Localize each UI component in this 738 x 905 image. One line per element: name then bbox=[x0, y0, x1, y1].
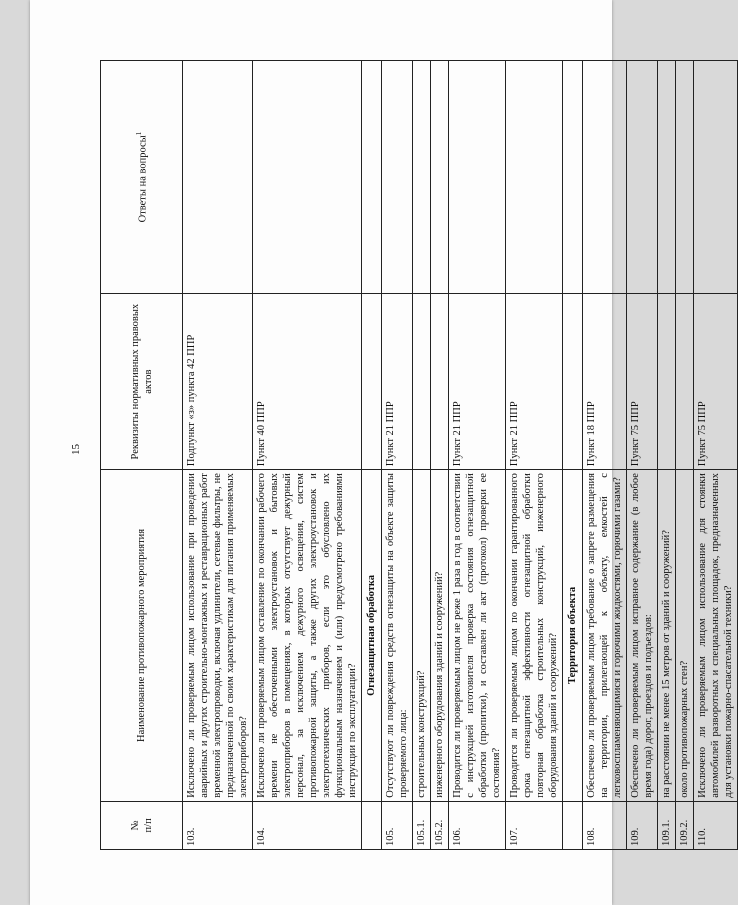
item-number: 109.1. bbox=[658, 801, 676, 849]
answer-cell[interactable] bbox=[506, 61, 563, 294]
rotated-content bbox=[70, 60, 734, 850]
answer-cell[interactable] bbox=[183, 61, 253, 294]
item-text: Проводится ли проверяемым лицом по окончании гарантированного срока огнезащитной эффективности огнезащитной обработки повторная обработка строительных конструкций, инженерного оборудования зданий и сооружений? bbox=[506, 470, 563, 802]
item-text: инженерного оборудования зданий и сооружений? bbox=[431, 470, 449, 802]
item-text: Проводится ли проверяемым лицом не реже 1 раза в год в соответствии с инструкцией изготовителя проверка состояния огнезащитной обработки (пропитки), и составлен ли акт (протокол) проверки ее состояния? bbox=[449, 470, 506, 802]
table-row bbox=[627, 61, 658, 850]
item-number: 106. bbox=[449, 801, 506, 849]
header-answer-label: Ответы на вопросы bbox=[137, 135, 149, 223]
item-text: около противопожарных стен? bbox=[676, 470, 694, 802]
section-ref-cell bbox=[563, 294, 583, 470]
item-number: 103. bbox=[183, 801, 253, 849]
table-row bbox=[583, 61, 627, 850]
item-number: 105.2. bbox=[431, 801, 449, 849]
table-row bbox=[431, 61, 449, 850]
table-row bbox=[694, 61, 738, 850]
footnote-marker: 1 bbox=[135, 131, 144, 136]
section-row bbox=[362, 61, 382, 850]
item-number: 107. bbox=[506, 801, 563, 849]
item-text: Отсутствуют ли повреждения средств огнезащиты на объекте защиты проверяемого лица: bbox=[382, 470, 413, 802]
item-text: Исключено ли проверяемым лицом использование при проведении аварийных и других строительно-монтажных и реставрационных работ временной электропроводки, включая удлинители, сетевые фильтры, не предназначенной по своим характеристикам для питания применяемых электроприборов? bbox=[183, 470, 253, 802]
header-num-label: № п/п bbox=[129, 818, 154, 833]
item-number: 105. bbox=[382, 801, 413, 849]
item-reference: Пункт 75 ППР bbox=[627, 294, 658, 470]
item-reference: Пункт 21 ППР bbox=[382, 294, 413, 470]
document-page bbox=[30, 0, 734, 905]
answer-cell[interactable] bbox=[658, 61, 676, 294]
item-text: Исключено ли проверяемым лицом использование для стоянки автомобилей разворотных и специальных площадок, предназначенных для установки пожарно-спасательной техники? bbox=[694, 470, 738, 802]
item-reference: Пункт 75 ППР bbox=[694, 294, 738, 470]
header-name: Наименование противопожарного мероприятия bbox=[101, 470, 183, 802]
item-reference: Пункт 21 ППР bbox=[506, 294, 563, 470]
table-row bbox=[382, 61, 413, 850]
item-number: 110. bbox=[694, 801, 738, 849]
header-ref: Реквизиты нормативных правовых актов bbox=[101, 294, 183, 470]
answer-cell[interactable] bbox=[449, 61, 506, 294]
table-row bbox=[506, 61, 563, 850]
section-row bbox=[563, 61, 583, 850]
item-number: 108. bbox=[583, 801, 627, 849]
answer-cell[interactable] bbox=[382, 61, 413, 294]
table-row bbox=[253, 61, 362, 850]
table-row bbox=[413, 61, 431, 850]
item-number: 105.1. bbox=[413, 801, 431, 849]
section-title: Огнезащитная обработка bbox=[362, 470, 382, 802]
page-number: 15 bbox=[70, 444, 82, 455]
table-row bbox=[676, 61, 694, 850]
checklist-table bbox=[100, 60, 738, 850]
item-reference: Пункт 18 ППР bbox=[583, 294, 627, 470]
table-row bbox=[658, 61, 676, 850]
answer-cell[interactable] bbox=[431, 61, 449, 294]
item-text: Обеспечено ли проверяемым лицом исправное содержание (в любое время года) дорог, проездов и подъездов: bbox=[627, 470, 658, 802]
answer-cell[interactable] bbox=[253, 61, 362, 294]
answer-cell[interactable] bbox=[694, 61, 738, 294]
section-num-cell bbox=[563, 801, 583, 849]
header-answer bbox=[101, 61, 183, 294]
section-num-cell bbox=[362, 801, 382, 849]
item-number: 109.2. bbox=[676, 801, 694, 849]
table-header-row bbox=[101, 61, 183, 850]
item-number: 104. bbox=[253, 801, 362, 849]
item-reference bbox=[658, 294, 676, 470]
item-text: на расстоянии не менее 15 метров от зданий и сооружений? bbox=[658, 470, 676, 802]
section-answer-cell bbox=[362, 61, 382, 294]
item-reference bbox=[676, 294, 694, 470]
item-reference bbox=[431, 294, 449, 470]
section-answer-cell bbox=[563, 61, 583, 294]
item-reference: Пункт 40 ППР bbox=[253, 294, 362, 470]
section-title: Территория объекта bbox=[563, 470, 583, 802]
header-num bbox=[101, 801, 183, 849]
item-reference: Подпункт «з» пункта 42 ППР bbox=[183, 294, 253, 470]
item-number: 109. bbox=[627, 801, 658, 849]
answer-cell[interactable] bbox=[627, 61, 658, 294]
item-reference: Пункт 21 ППР bbox=[449, 294, 506, 470]
item-text: Обеспечено ли проверяемым лицом требование о запрете размещения на территории, прилегающей к объекту, емкостей с легковоспламеняющимися и горючими жидкостями, горючими газами? bbox=[583, 470, 627, 802]
table-row bbox=[183, 61, 253, 850]
item-reference bbox=[413, 294, 431, 470]
table-row bbox=[449, 61, 506, 850]
item-text: Исключено ли проверяемым лицом оставление по окончании рабочего времени не обесточенными электроустановок и бытовых электроприборов в помещениях, в которых отсутствует дежурный персонал, за исключением дежурного освещения, систем противопожарной защиты, а также других электроустановок и электротехнических приборов, если это обусловлено их функциональным назначением и (или) предусмотрено требованиями инструкции по эксплуатации? bbox=[253, 470, 362, 802]
answer-cell[interactable] bbox=[676, 61, 694, 294]
answer-cell[interactable] bbox=[413, 61, 431, 294]
answer-cell[interactable] bbox=[583, 61, 627, 294]
section-ref-cell bbox=[362, 294, 382, 470]
item-text: строительных конструкций? bbox=[413, 470, 431, 802]
